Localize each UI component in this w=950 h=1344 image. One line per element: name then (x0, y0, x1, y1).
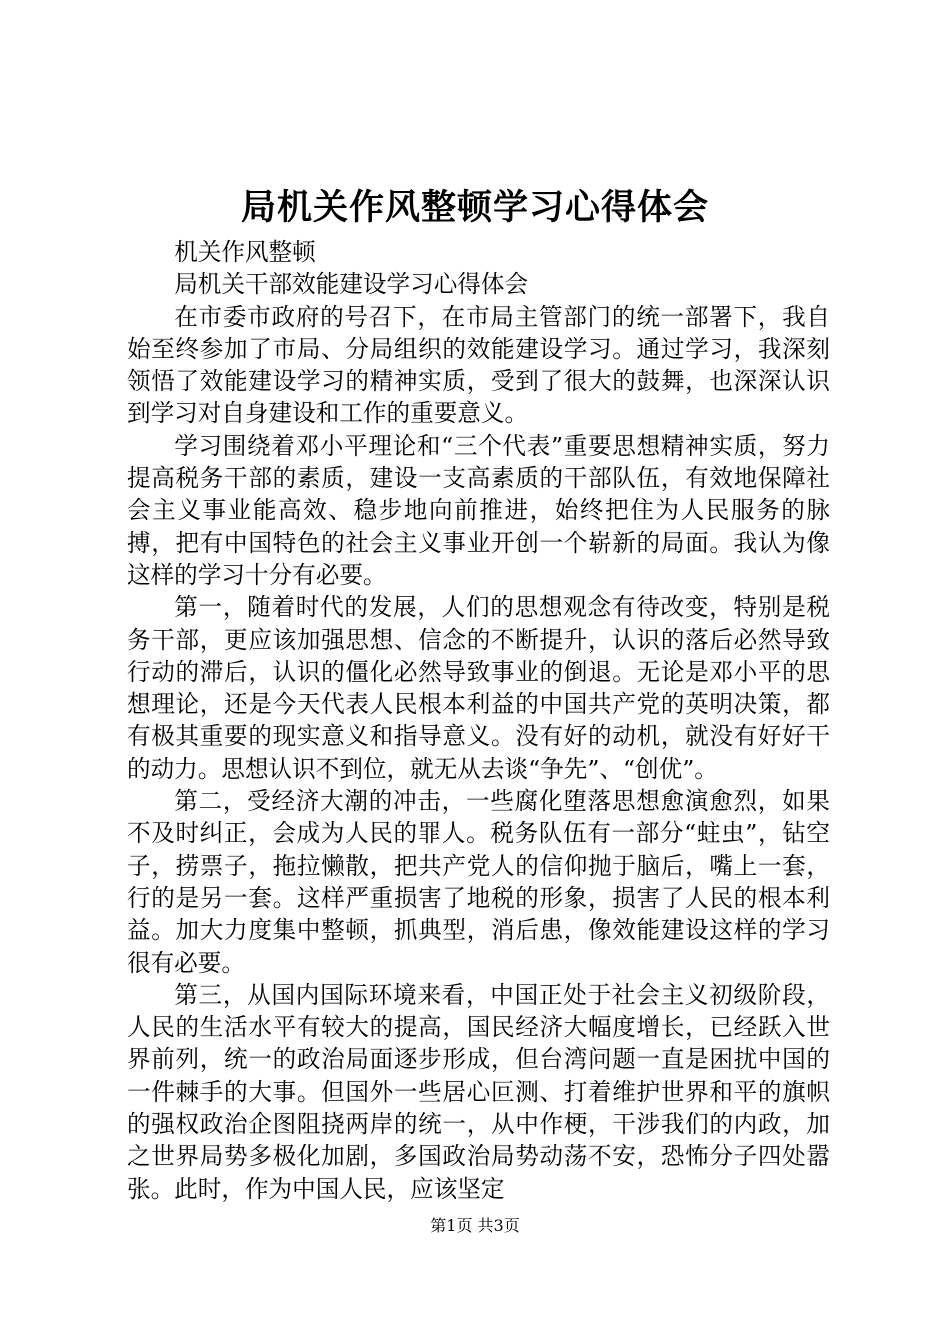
paragraph-study-theme: 学习围绕着邓小平理论和“三个代表”重要思想精神实质，努力提高税务干部的素质，建设一支高素质的干部队伍，有效地保障社会主义事业能高效、稳步地向前推进，始终把住为人民服务的脉搏，把有中国特色的社会主义事业开创一个崭新的局面。我认为像这样的学习十分有必要。 (127, 431, 830, 589)
paragraph-subtitle-2: 局机关干部效能建设学习心得体会 (174, 270, 529, 299)
paragraph-point-three: 第三，从国内国际环境来看，中国正处于社会主义初级阶段，人民的生活水平有较大的提高，国民经济大幅度增长，已经跃入世界前列，统一的政治局面逐步形成，但台湾问题一直是困扰中国的一件棘手的大事。但国外一些居心叵测、打着维护世界和平的旗帜的强权政治企图阻挠两岸的统一，从中作梗，干涉我们的内政，加之世界局势多极化加剧，多国政治局势动荡不安，恐怖分子四处嚣张。此时，作为中国人民，应该坚定 (127, 980, 830, 1203)
document-body (127, 236, 830, 1205)
paragraph-subtitle-1: 机关作风整顿 (174, 238, 316, 266)
paragraph-point-one: 第一，随着时代的发展，人们的思想观念有待改变，特别是税务干部，更应该加强思想、信念的不断提升，认识的落后必然导致行动的滞后，认识的僵化必然导致事业的倒退。无论是邓小平的思想理论，还是今天代表人民根本利益的中国共产党的英明决策，都有极其重要的现实意义和指导意义。没有好的动机，就没有好好干的动力。思想认识不到位，就无从去谈“争先”、“创优”。 (127, 593, 830, 783)
paragraph-point-two: 第二，受经济大潮的冲击，一些腐化堕落思想愈演愈烈，如果不及时纠正，会成为人民的罪人。税务队伍有一部分“蛀虫”，钻空子，捞票子，拖拉懒散，把共产党人的信仰抛于脑后，嘴上一套，行的是另一套。这样严重损害了地税的形象，损害了人民的根本利益。加大力度集中整顿，抓典型，消后患，像效能建设这样的学习很有必要。 (127, 787, 830, 977)
page-number-footer: 第1页 共3页 (430, 1216, 520, 1235)
document-title: 局机关作风整顿学习心得体会 (240, 187, 709, 228)
paragraph-intro: 在市委市政府的号召下，在市局主管部门的统一部署下，我自始至终参加了市局、分局组织的效能建设学习。通过学习，我深刻领悟了效能建设学习的精神实质，受到了很大的鼓舞，也深深认识到学习对自身建设和工作的重要意义。 (127, 302, 830, 428)
